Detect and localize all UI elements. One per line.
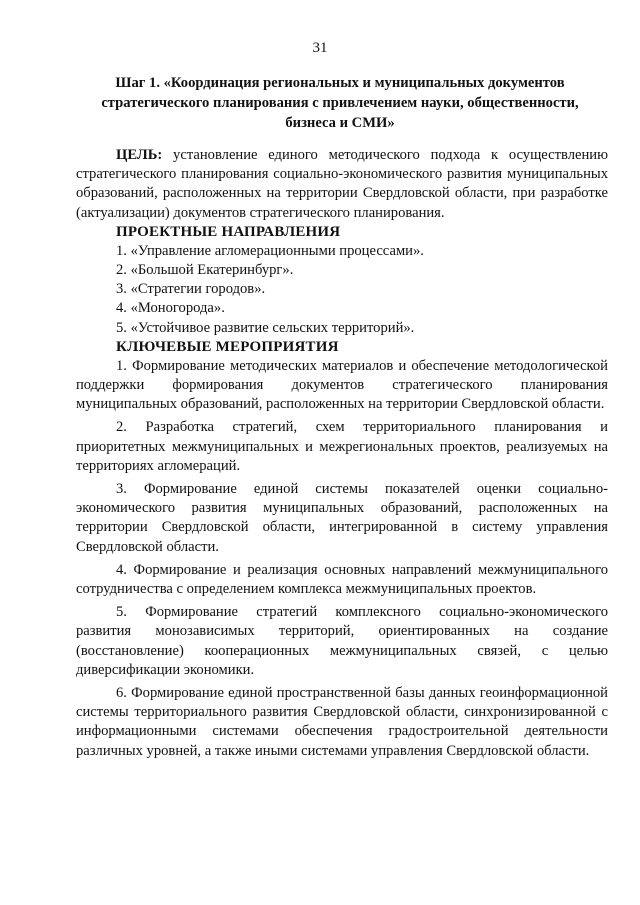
step-title-line-2: стратегического планирования с привлечением науки, общественности, — [101, 95, 579, 111]
activities-heading: КЛЮЧЕВЫЕ МЕРОПРИЯТИЯ — [116, 338, 339, 355]
goal-label: ЦЕЛЬ: — [116, 147, 163, 163]
activities-list — [76, 357, 608, 761]
activity-item: 5. Формирование стратегий комплексного социально-экономического развития монозависимых территорий, ориентированных на создание (восстановление) кооперационных межмуниципальных связей, с целью диверсификации экономики. — [76, 604, 608, 678]
activity-item: 6. Формирование единой пространственной базы данных геоинформационной системы территориального развития Свердловской области, синхронизированной с информационными системами обеспечения градостроительной деятельности различных уровней, а также иными системами управления Свердловской области. — [76, 685, 608, 759]
page-number: 31 — [312, 40, 328, 56]
step-title-line-3: бизнеса и СМИ» — [285, 115, 395, 131]
goal-paragraph — [76, 146, 608, 223]
goal-text: установление единого методического подхода к осуществлению стратегического планирования социально-экономического развития муниципальных образований, расположенных на территории Свердловской области, при разработке (актуализации) документов стратегического планирования. — [76, 147, 608, 221]
directions-list — [76, 242, 608, 338]
document-body — [76, 146, 608, 765]
activity-item: 2. Разработка стратегий, схем территориального планирования и приоритетных межмуниципальных и межрегиональных проектов, реализуемых на территориях агломераций. — [76, 419, 608, 474]
direction-item: 4. «Моногорода». — [116, 300, 225, 317]
step-title-line-1: Шаг 1. «Координация региональных и муниципальных документов — [115, 75, 565, 91]
direction-item: 2. «Большой Екатеринбург». — [116, 262, 294, 279]
step-title — [72, 73, 608, 133]
activity-item: 3. Формирование единой системы показателей оценки социально-экономического развития муниципальных образований, расположенных на территории Свердловской области, интегрированной в систему управления Свердловской области. — [76, 481, 608, 555]
direction-item: 1. «Управление агломерационными процессами». — [116, 242, 424, 259]
activity-item: 1. Формирование методических материалов и обеспечение методологической поддержки формирования документов стратегического планирования муниципальных образований, расположенных на территории Свердловской области. — [76, 357, 608, 413]
activity-item: 4. Формирование и реализация основных направлений межмуниципального сотрудничества с определением комплекса межмуниципальных проектов. — [76, 561, 608, 598]
direction-item: 3. «Стратегии городов». — [116, 281, 266, 298]
direction-item: 5. «Устойчивое развитие сельских территорий». — [116, 319, 415, 336]
directions-heading: ПРОЕКТНЫЕ НАПРАВЛЕНИЯ — [116, 223, 341, 240]
